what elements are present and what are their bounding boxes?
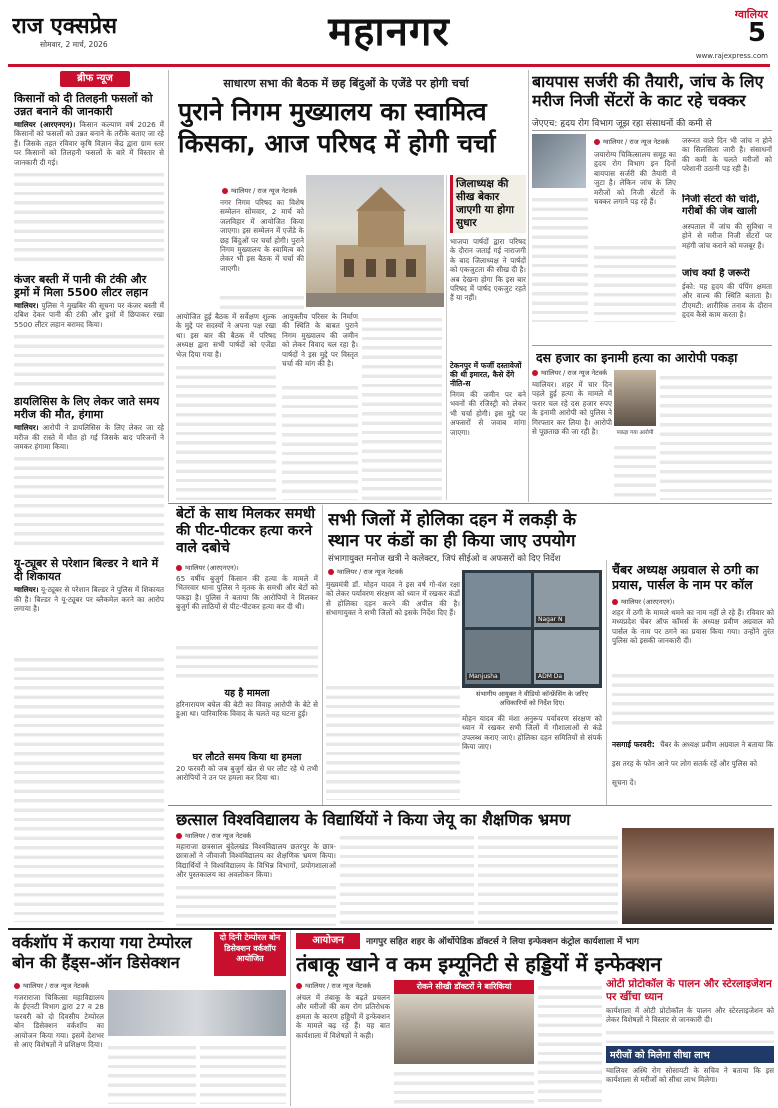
reward-title: दस हजार का इनामी हत्या का आरोपी पकड़ा [536, 350, 738, 365]
bypass-deck: जेएएच: हृदय रोग विभाग जूझ रहा संसाधनों की कमी से [532, 119, 712, 129]
bypass-sub1-body: अस्पताल में जांच की सुविधा न होने से मरीज निजी सेंटरों पर महंगी जांच कराने को मजबूर हैं। [682, 222, 772, 250]
brief-item-3 [14, 395, 164, 551]
holika-byline: ग्वालियर / राज न्यूज नेटवर्क [328, 566, 403, 577]
brief-body: आरोपी ने डायलिसिस के लिए लेकर जा रहे मरीज की रास्ते में मौत हो गई जिसके बाद परिजनों ने जमकर हंगामा किया। [14, 423, 164, 452]
daughter-body: 65 वर्षीय बुजुर्ग किसान की हत्या के मामले में भितरवार थाना पुलिस ने मृतक के समधी और बेटों को पकड़ा है। पुलिस ने बताया कि आरोपियों ने मिलकर बुजुर्ग की लाठियों से पीट-पीटकर हत्या कर दी थी। [176, 574, 318, 612]
brief-item-1 [14, 92, 164, 267]
screen-label: ADM Da [538, 673, 563, 680]
sidebar-subtitle: टेकनपुर में फर्जी दस्तावेजों की थी इमारत, कैसे देंगे नीति-स [450, 361, 522, 388]
main-body-1-fill [220, 290, 304, 310]
reward-body: ग्वालियर। शहर में चार दिन पहले हुई हत्या के मामले में फरार चल रहे दस हजार रुपए के इनामी आरोपी को पुलिस ने गिरफ्तार कर लिया है। आरोपी से पूछताछ की जा रही है। [532, 380, 612, 437]
main-headline-2: किसका, आज परिषद में होगी चर्चा [178, 129, 496, 158]
main-kicker: साधारण सभा की बैठक में छह बिंदुओं के एजेंडे पर होगी चर्चा [223, 77, 469, 90]
brief-body: किसान कल्याण वर्ष 2026 में किसानों को फसलों को उन्नत बनाने के तरीके बताए जा रहे हैं। जिसके तहत रविवार कृषि विज्ञान केंद्र द्वारा ग्राम स्तर पर किसानों को तिलहनी फसलों के बारे में विस्तार से जानकारी दी गई। [14, 120, 164, 167]
chamber-body: शहर में ठगी के मामले थमने का नाम नहीं ले रहे हैं। रविवार को मध्यप्रदेश चेंबर ऑफ कॉमर्स के अध्यक्ष प्रवीण अग्रवाल को पार्सल के नाम पर ठगने का प्रयास किया गया। उन्होंने तुरंत पुलिस को इसकी जानकारी दी। [612, 608, 774, 646]
sidebar-title: जिलाध्यक्ष की सीख बेकार जाएगी या होगा सुधार [450, 175, 526, 233]
daughter-sub1-title: यह है मामला [224, 688, 270, 699]
daughter-sub1-body: हरिनारायण बघेल की बेटी का विवाह आरोपी के बेटे से हुआ था। पारिवारिक विवाद के चलते यह घटना हुई। [176, 700, 318, 719]
tobacco-label: आयोजन [296, 933, 360, 949]
chamber-byline: ग्वालियर (आरएनएन)। [612, 596, 675, 607]
daughter-sub2-title: घर लौटते समय किया था हमला [192, 752, 302, 763]
bypass-sub1-title: निजी सेंटरों की चांदी, गरीबों की जेब खाली [682, 194, 760, 217]
bypass-title: बायपास सर्जरी की तैयारी, जांच के लिए मरीज निजी सेंटरों के काट रहे चक्कर [532, 72, 764, 110]
tobacco-kicker: नागपुर सहित शहर के ऑर्थोपेडिक डॉक्टर्स ने लिया इन्फेक्शन कंट्रोल कार्यशाला में भाग [366, 937, 639, 947]
holika-body-1: मुख्यमंत्री डॉ. मोहन यादव ने इस वर्ष गो-वंश रक्षा को लेकर पर्यावरण संरक्षण को ध्यान में रखकर कंडों से होलिका दहन करने की अपील की है। संभागायुक्त ने सभी जिलों को इसके निर्देश दिए हैं। [326, 580, 460, 618]
main-body-1: नगर निगम परिषद का विशेष सम्मेलन सोमवार, 2 मार्च को जलविहार में आयोजित किया जाएगा। इस सम्मेलन में एजेंडे के छह बिंदुओं पर चर्चा होगी। पुराने निगम मुख्यालय के स्वामित्व को लेकर भी इस बैठक में चर्चा की जाएगी। [220, 198, 304, 273]
sidebar-story [446, 175, 526, 500]
main-body-4-fill [362, 312, 442, 500]
brief-lead: ग्वालियर। [14, 301, 39, 311]
university-byline: ग्वालियर / राज न्यूज नेटवर्क [176, 830, 251, 841]
brief-item-2 [14, 273, 164, 389]
tobacco-side-body: कार्यशाला में ओटी प्रोटोकॉल के पालन और स्टेरलाइजेशन को लेकर विशेषज्ञों ने विस्तार से जानकारी दी। [606, 1006, 774, 1025]
chamber-sub [612, 732, 774, 789]
bypass-sub2-body: ईको: यह हृदय की पंपिंग क्षमता और वाल्व की स्थिति बताता है। टीएमटी: शारीरिक तनाव के दौरान हृदय कैसे काम करता है। [682, 282, 772, 320]
screen-label: Manjusha [469, 673, 498, 680]
brief-item-4 [14, 557, 164, 613]
masthead-date: सोमवार, 2 मार्च, 2026 [40, 40, 108, 49]
section-title: महानगर [328, 9, 450, 55]
reward-caption: पकड़ा गया आरोपी [616, 430, 654, 436]
daughter-sub2-body: 20 फरवरी को जब बुजुर्ग खेत से घर लौट रहे थे तभी आरोपियों ने उन पर हमला कर दिया था। [176, 764, 318, 783]
workshop-byline: ग्वालियर / राज न्यूज नेटवर्क [14, 980, 89, 991]
tobacco-side-title: ओटी प्रोटोकॉल के पालन और स्टेरलाइजेशन पर खींचा ध्यान [606, 978, 772, 1003]
brief-label: ब्रीफ न्यूज [60, 71, 130, 87]
brief-title: किसानों को दी तिलहनी फसलों को उन्नत बनाने की जानकारी [14, 92, 153, 118]
holika-deck: संभागायुक्त मनोज खत्री ने कलेक्टर, जिपं सीईओ व अफसरों को दिए निर्देश [328, 554, 561, 564]
tobacco-side-title-2: मरीजों को मिलेगा सीधा लाभ [606, 1046, 774, 1063]
holika-photo [462, 570, 602, 688]
reward-photo [614, 370, 656, 426]
bypass-body-1: जयारोग्य चिकित्सालय समूह का हृदय रोग विभाग इन दिनों बायपास सर्जरी की तैयारी में जुटा है। लेकिन जांच के लिए मरीजों को निजी सेंटरों के चक्कर लगाने पड़ रहे हैं। [594, 150, 676, 207]
chamber-sub-body: चैंबर के अध्यक्ष प्रवीण अग्रवाल ने बताया कि इस तरह के फोन आने पर लोग सतर्क रहें और पुलिस को सूचना दें। [612, 740, 774, 787]
brief-body: यू-ट्यूबर से परेशान बिल्डर ने पुलिस में शिकायत की है। बिल्डर ने यू-ट्यूबर पर ब्लैकमेल करने का आरोप लगाया है। [14, 585, 164, 614]
brief-lead: ग्वालियर (आरएनएन)। [14, 120, 76, 129]
workshop-body: गजराराजा चिकित्सा महाविद्यालय के ईएनटी विभाग द्वारा 27 व 28 फरवरी को दो दिवसीय टेम्पोरल बोन डिसेक्शन वर्कशॉप का आयोजन किया गया। इसमें देशभर से आए विशेषज्ञों ने प्रशिक्षण दिया। [14, 993, 104, 1050]
brief-title: यू-ट्यूबर से परेशान बिल्डर ने थाने में दी शिकायत [14, 557, 159, 584]
bypass-photo [532, 134, 586, 188]
brief-lead: ग्वालियर। [14, 423, 39, 433]
brief-title: डायलिसिस के लिए लेकर जाते समय मरीज की मौत, हंगामा [14, 395, 160, 422]
bypass-byline: ग्वालियर / राज न्यूज नेटवर्क [594, 136, 694, 147]
tobacco-side-body-2: ग्वालियर अस्थि रोग सोसायटी के सचिव ने बताया कि इस कार्यशाला से मरीजों को सीधा लाभ मिलेगा। [606, 1065, 774, 1085]
page-number: 5 [747, 18, 766, 48]
main-headline-1: पुराने निगम मुख्यालय का स्वामित्व [178, 97, 487, 126]
main-photo [306, 175, 444, 307]
brief-column [14, 92, 164, 652]
building-illustration [306, 175, 444, 307]
holika-title-1: सभी जिलों में होलिका दहन में लकड़ी के [328, 510, 576, 530]
tobacco-side [606, 978, 774, 1106]
sidebar-subbody: निगम की जमीन पर बने भवनों की रजिस्ट्री को लेकर भी चर्चा होगी। इस मुद्दे पर अफसरों से जवाब मांगा जाएगा। [450, 390, 526, 437]
main-body-3-fill [282, 380, 358, 500]
website: www.rajexpress.com [695, 52, 768, 60]
main-body-3: आयुक्तीय परिसर के निर्माण की स्थिति के बाबत पुराने निगम मुख्यालय की जमीन को लेकर विवाद चल रहा है। पार्षदों ने इस मुद्दे पर विस्तृत चर्चा की मांग की है। [282, 312, 358, 369]
masthead [0, 0, 778, 68]
reward-byline: ग्वालियर / राज न्यूज नेटवर्क [532, 367, 607, 378]
tobacco-headline: तंबाकू खाने व कम इम्यूनिटी से हड्डियों में इन्फेक्शन [296, 952, 662, 976]
main-byline: ग्वालियर / राज न्यूज नेटवर्क [222, 185, 297, 196]
sidebar-body: भाजपा पार्षदों द्वारा परिषद के दौरान जताई गई नाराजगी के बाद जिलाध्यक्ष ने पार्षदों को एकजुटता की सीख दी है। अब देखना होगा कि इस बार परिषद में पार्षद एकजुट रहते हैं या नहीं। [450, 237, 526, 303]
university-body: महाराजा छत्रसाल बुंदेलखंड विश्वविद्यालय छतरपुर के छात्र-छात्राओं ने जीवाजी विश्वविद्यालय का शैक्षणिक भ्रमण किया। विद्यार्थियों ने विश्वविद्यालय के विभिन्न विभागों, प्रयोगशालाओं और पुस्तकालय का अवलोकन किया। [176, 842, 336, 880]
tobacco-byline: ग्वालियर / राज न्यूज नेटवर्क [296, 980, 371, 991]
bypass-sub2-title: जांच क्यों है जरूरी [682, 268, 750, 279]
daughter-byline: ग्वालियर (आरएनएन)। [176, 562, 239, 573]
holika-caption: संभागीय आयुक्त ने वीडियो कॉन्फ्रेंसिंग के जरिए अधिकारियों को निर्देश दिए। [476, 690, 588, 707]
workshop-photo [108, 990, 286, 1036]
university-title: छत्साल विश्वविद्यालय के विद्यार्थियों ने किया जेयू का शैक्षणिक भ्रमण [176, 810, 571, 829]
masthead-city: ग्वालियर [734, 8, 768, 21]
tobacco-body: अंचल में तंबाकू के बढ़ते प्रचलन और मरीजों की कम रोग प्रतिरोधक क्षमता के कारण हड्डियों में इन्फेक्शन के मामले बढ़ रहे हैं। यह बात कार्यशाला में विशेषज्ञों ने कही। [296, 993, 390, 1040]
paper-name: राज एक्सप्रेस [12, 14, 117, 39]
screen-label: Nagar N [538, 616, 563, 623]
daughter-title: बेटों के साथ मिलकर समधी की पीट-पीटकर हत्या करने वाले दबोचे [176, 506, 315, 556]
university-photo [622, 828, 774, 924]
main-body-2-fill [176, 360, 276, 500]
workshop-tag: दो दिनी टेम्पोरल बोन डिसेक्शन वर्कशॉप आयोजित [214, 932, 286, 976]
main-body-2: आयोजित हुई बैठक में सर्वेक्षण शुल्क के मुद्दे पर सदस्यों ने अपना पक्ष रखा था। इस बार की बैठक में परिषद अध्यक्ष द्वारा सभी पार्षदों को एजेंडा भेज दिया गया है। [176, 312, 276, 359]
masthead-rule [8, 64, 770, 67]
chamber-title: चैंबर अध्यक्ष अग्रवाल से ठगी का प्रयास, पार्सल के नाम पर कॉल [612, 562, 759, 592]
chamber-sub-title: नसगाई फरवरी: [612, 740, 655, 749]
holika-title-2: स्थान पर कंडों का ही किया जाए उपयोग [328, 531, 576, 551]
holika-body-2: मोहन यादव की मंशा अनुरूप पर्यावरण संरक्षण को ध्यान में रखकर सभी जिलों में गौशालाओं से कंडे उपलब्ध कराए जाएं। होलिका दहन समितियों से संपर्क किया जाए। [462, 714, 602, 752]
tobacco-photo-banner: रोकने सीखी डॉक्टरों ने बारिकियां [394, 980, 534, 994]
brief-title: कंजर बस्ती में पानी की टंकी और ड्रमों में मिला 5500 लीटर लहान [14, 273, 148, 300]
workshop-title: वर्कशॉप में कराया गया टेम्पोरल बोन की हैंड्स-ऑन डिसेक्शन [12, 933, 192, 972]
brief-body: पुलिस ने मुखबिर की सूचना पर कंजर बस्ती में दबिश देकर पानी की टंकी और ड्रमों में छिपाकर रखा 5500 लीटर लहान बरामद किया। [14, 301, 164, 329]
brief-lead: ग्वालियर। [14, 585, 39, 595]
bypass-body-2: जरूरत वाले दिन भी जांच न होने का सिलसिला जारी है। संसाधनों की कमी के चलते मरीजों को परेशानी उठानी पड़ रही है। [682, 136, 772, 174]
tobacco-photo [394, 994, 534, 1064]
